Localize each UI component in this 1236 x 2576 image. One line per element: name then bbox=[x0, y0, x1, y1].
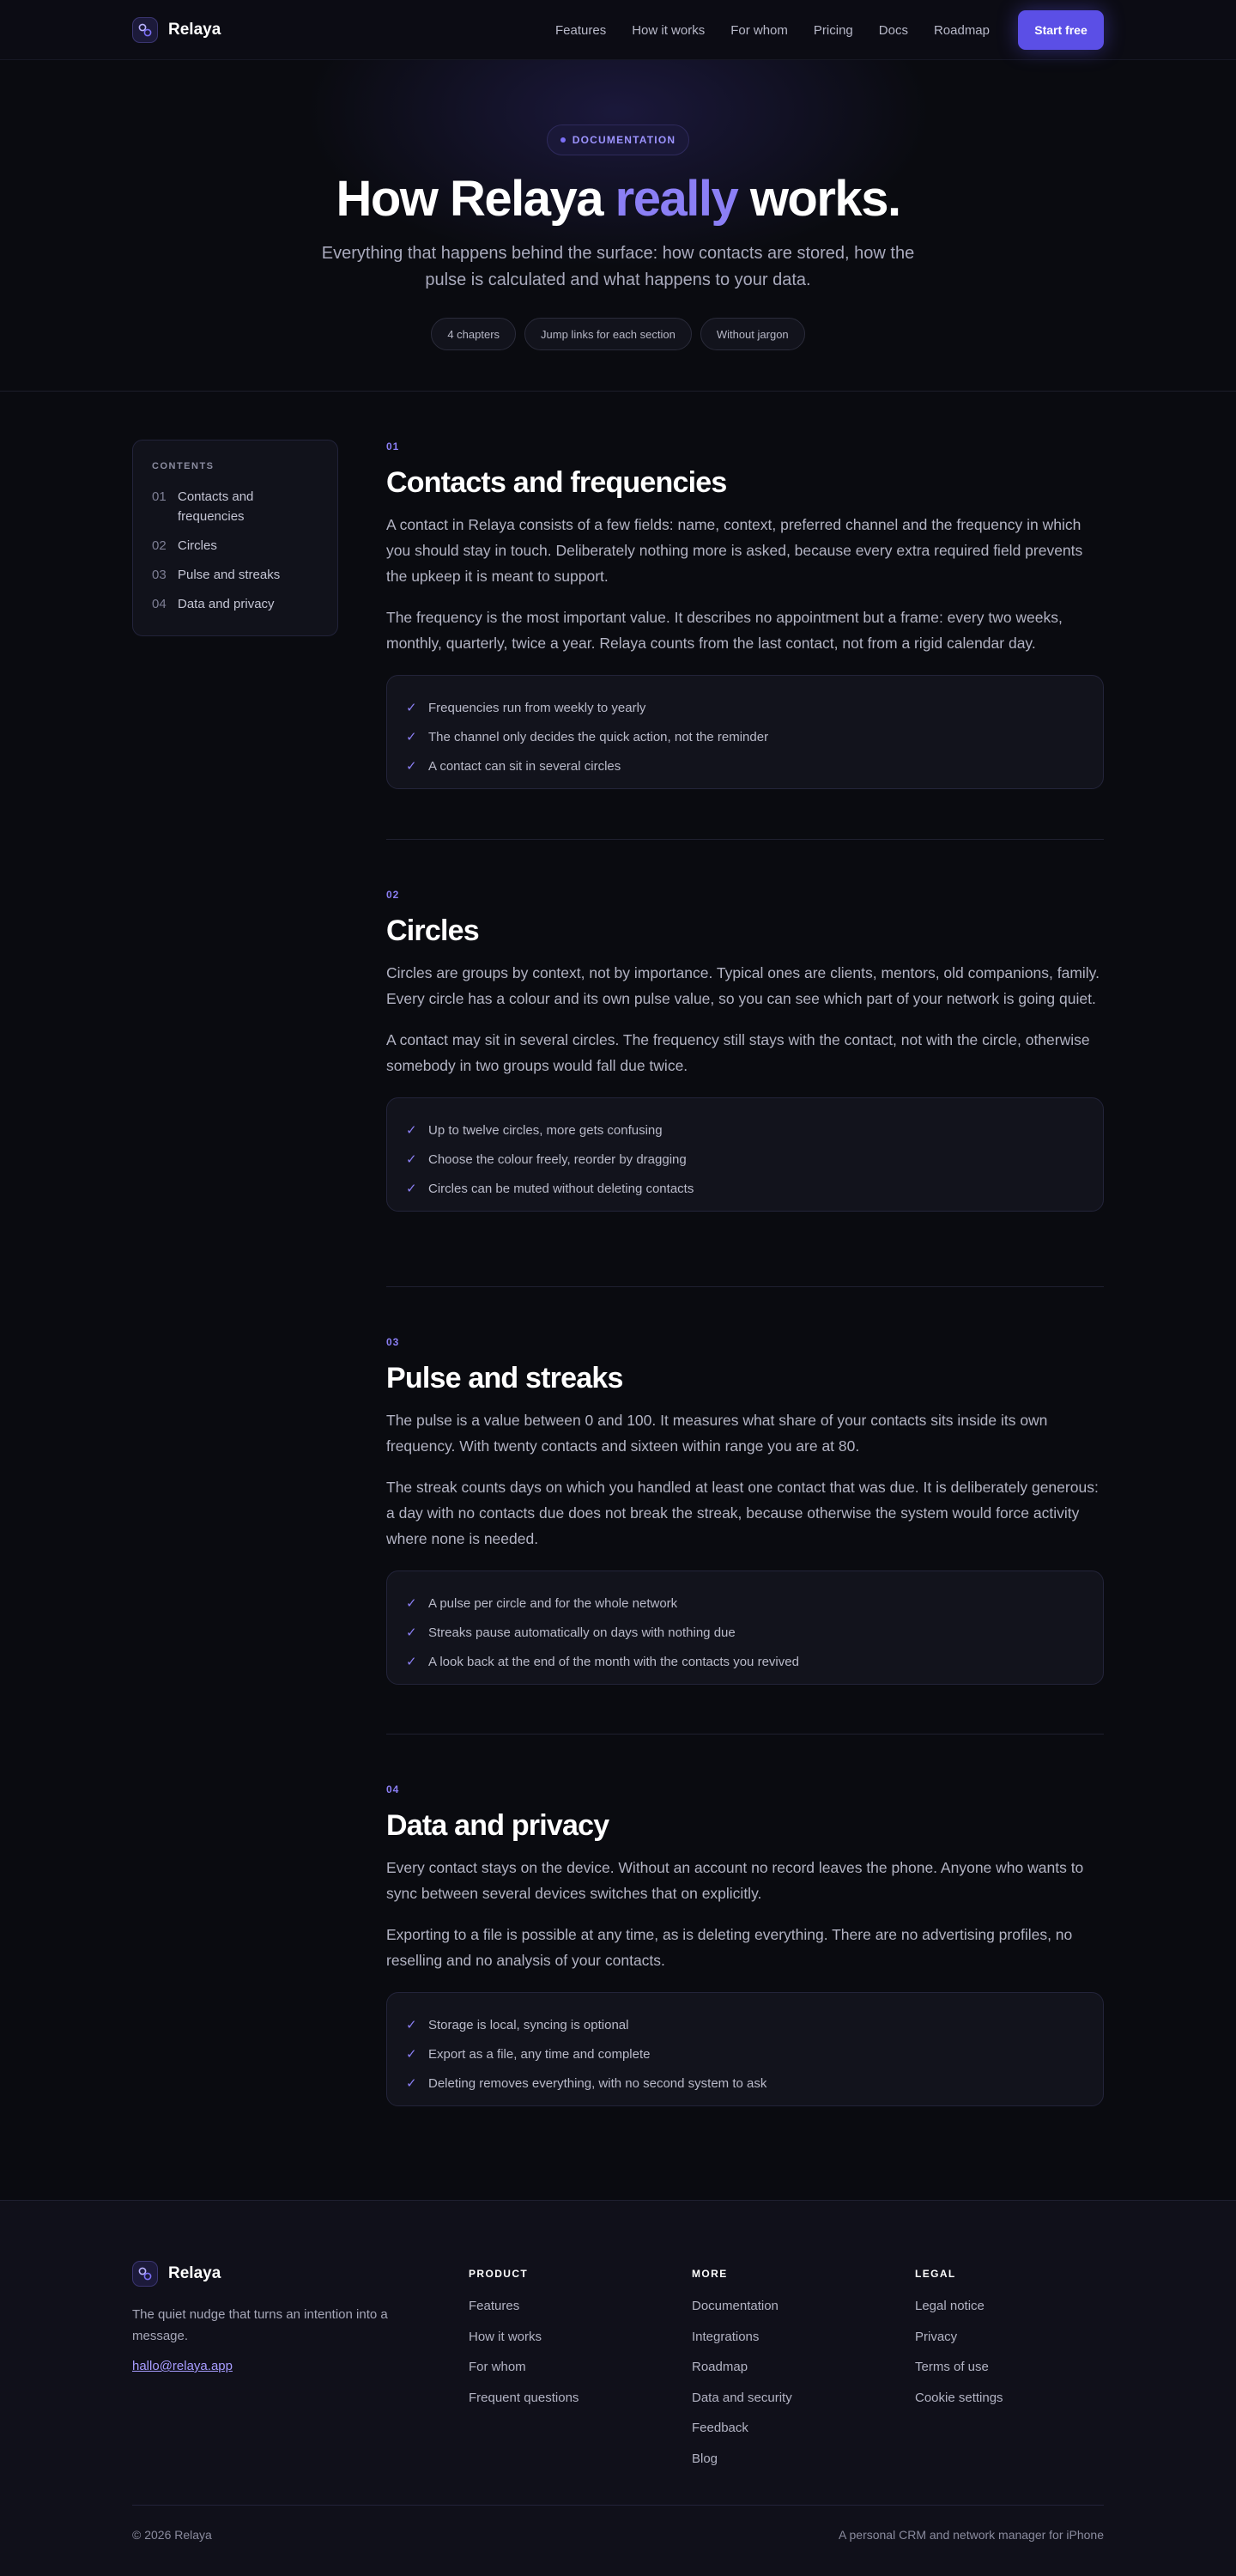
footer-copyright: © 2026 Relaya bbox=[132, 2528, 212, 2542]
section-number: 04 bbox=[386, 1783, 400, 1795]
footer-link-documentation[interactable]: Documentation bbox=[692, 2299, 779, 2313]
badge-label: DOCUMENTATION bbox=[572, 134, 676, 146]
footer-link-for-whom[interactable]: For whom bbox=[469, 2360, 526, 2374]
footer-link-faq[interactable]: Frequent questions bbox=[469, 2390, 579, 2405]
brand-home-link[interactable] bbox=[132, 17, 221, 43]
hero-chips bbox=[0, 318, 1236, 350]
key-point bbox=[406, 1145, 1084, 1174]
footer-column-more bbox=[692, 2261, 792, 2482]
toc-item-number: 04 bbox=[152, 597, 167, 611]
toc-item-number: 03 bbox=[152, 568, 167, 582]
toc-item-label: Pulse and streaks bbox=[178, 568, 281, 582]
section-paragraph: The pulse is a value between 0 and 100. It measures what share of your contacts sits inside its own frequency. With twenty contacts and sixteen within range you are at 80. bbox=[386, 1412, 1048, 1455]
key-points-box bbox=[386, 1097, 1104, 1212]
nav-links bbox=[530, 10, 1104, 50]
title-accent: really bbox=[615, 171, 738, 227]
key-point-text: Frequencies run from weekly to yearly bbox=[428, 700, 646, 715]
key-point bbox=[406, 1115, 1084, 1145]
check-icon: ✓ bbox=[406, 1655, 417, 1669]
key-point-text: Up to twelve circles, more gets confusing bbox=[428, 1122, 663, 1138]
page-title bbox=[0, 170, 1236, 228]
key-point bbox=[406, 1618, 1084, 1647]
key-point-text: A pulse per circle and for the whole network bbox=[428, 1595, 678, 1611]
footer-description: The quiet nudge that turns an intention into a message. bbox=[132, 2307, 388, 2343]
key-point bbox=[406, 2069, 1084, 2098]
key-point-text: Export as a file, any time and complete bbox=[428, 2046, 651, 2062]
hero bbox=[0, 60, 1236, 392]
section-circles bbox=[386, 889, 1104, 1212]
documentation-badge bbox=[547, 125, 689, 155]
chip-chapters: 4 chapters bbox=[431, 318, 516, 350]
section-divider bbox=[386, 839, 1104, 840]
section-paragraph: A contact in Relaya consists of a few fields: name, context, preferred channel and the frequency in which you should stay in touch. Deliberately nothing more is asked, because every extra required field prevents the upkeep it is meant to support. bbox=[386, 516, 1083, 585]
nav-link-for-whom[interactable]: For whom bbox=[730, 22, 788, 38]
top-nav bbox=[0, 0, 1236, 60]
toc-item-number: 01 bbox=[152, 489, 167, 504]
title-part-1: How Relaya bbox=[336, 171, 615, 227]
section-paragraph: The streak counts days on which you handled at least one contact that was due. It is deliberately generous: a day with no contacts due does not break the streak, because otherwise the system would force activity where none is needed. bbox=[386, 1479, 1099, 1547]
nav-link-how-it-works[interactable]: How it works bbox=[632, 22, 706, 38]
section-paragraph: Every contact stays on the device. Without an account no record leaves the phone. Anyone who wants to sync between several devices switches that on explicitly. bbox=[386, 1859, 1084, 1902]
footer-column-title: PRODUCT bbox=[469, 2268, 529, 2280]
footer-link-cookie-settings[interactable]: Cookie settings bbox=[915, 2390, 1003, 2405]
key-points-box bbox=[386, 675, 1104, 789]
toc-item-number: 02 bbox=[152, 538, 167, 553]
section-paragraph: A contact may sit in several circles. The frequency still stays with the contact, not with the circle, otherwise somebody in two groups would fall due twice. bbox=[386, 1031, 1090, 1074]
section-divider bbox=[386, 1286, 1104, 1287]
section-title: Contacts and frequencies bbox=[386, 466, 727, 499]
key-point-text: A contact can sit in several circles bbox=[428, 758, 621, 774]
footer-divider bbox=[132, 2505, 1104, 2506]
toc-item-label: Circles bbox=[178, 538, 217, 553]
key-point bbox=[406, 722, 1084, 751]
check-icon: ✓ bbox=[406, 1182, 417, 1196]
footer-brand-name: Relaya bbox=[168, 2264, 221, 2282]
key-point-text: The channel only decides the quick action, not the reminder bbox=[428, 729, 769, 744]
title-part-2: works. bbox=[737, 171, 900, 227]
section-paragraph: Exporting to a file is possible at any time, as is deleting everything. There are no advertising profiles, no reselling and no analysis of your contacts. bbox=[386, 1926, 1073, 1969]
key-point bbox=[406, 1174, 1084, 1203]
footer-link-privacy[interactable]: Privacy bbox=[915, 2329, 958, 2344]
section-title: Circles bbox=[386, 914, 479, 947]
section-number: 01 bbox=[386, 440, 400, 453]
section-title: Pulse and streaks bbox=[386, 1362, 623, 1394]
start-free-button[interactable]: Start free bbox=[1018, 10, 1104, 50]
key-point bbox=[406, 2039, 1084, 2069]
key-point-text: Deleting removes everything, with no second system to ask bbox=[428, 2075, 767, 2091]
check-icon: ✓ bbox=[406, 1152, 417, 1167]
footer-column-legal bbox=[915, 2261, 1003, 2421]
footer-email-link[interactable]: hallo@relaya.app bbox=[132, 2359, 233, 2373]
key-points-box bbox=[386, 1571, 1104, 1685]
page-subtitle: Everything that happens behind the surface: how contacts are stored, how the pulse is calculated and what happens to your data. bbox=[321, 244, 915, 289]
section-number: 03 bbox=[386, 1336, 400, 1348]
toc-item-privacy[interactable] bbox=[152, 594, 318, 614]
key-point-text: Storage is local, syncing is optional bbox=[428, 2017, 629, 2032]
nav-link-roadmap[interactable]: Roadmap bbox=[933, 22, 990, 38]
brand-name: Relaya bbox=[168, 21, 221, 39]
toc-item-contacts[interactable] bbox=[152, 487, 318, 526]
chip-jump-links: Jump links for each section bbox=[524, 318, 692, 350]
section-divider bbox=[386, 1734, 1104, 1735]
section-number: 02 bbox=[386, 889, 400, 901]
check-icon: ✓ bbox=[406, 701, 417, 715]
footer-link-terms[interactable]: Terms of use bbox=[915, 2360, 989, 2374]
badge-dot-icon bbox=[560, 137, 566, 143]
footer-column-product bbox=[469, 2261, 579, 2421]
toc-item-pulse[interactable] bbox=[152, 565, 318, 585]
section-contacts-and-frequencies bbox=[386, 440, 1104, 789]
chip-without-jargon: Without jargon bbox=[700, 318, 805, 350]
check-icon: ✓ bbox=[406, 759, 417, 774]
footer-brand-link[interactable] bbox=[132, 2261, 221, 2287]
footer bbox=[0, 2200, 1236, 2576]
check-icon: ✓ bbox=[406, 1123, 417, 1138]
key-point bbox=[406, 1589, 1084, 1618]
section-data-and-privacy bbox=[386, 1783, 1104, 2106]
nav-link-pricing[interactable]: Pricing bbox=[813, 22, 853, 38]
key-point bbox=[406, 751, 1084, 781]
footer-link-data-security[interactable]: Data and security bbox=[692, 2390, 792, 2405]
check-icon: ✓ bbox=[406, 2047, 417, 2062]
toc-item-circles[interactable] bbox=[152, 536, 318, 556]
relaya-logo-icon bbox=[132, 2261, 158, 2287]
check-icon: ✓ bbox=[406, 1625, 417, 1640]
key-point-text: Streaks pause automatically on days with nothing due bbox=[428, 1625, 736, 1640]
key-point bbox=[406, 2010, 1084, 2039]
section-paragraph: The frequency is the most important value. It describes no appointment but a frame: every two weeks, monthly, quarterly, twice a year. Relaya counts from the last contact, not from a rigid calendar day. bbox=[386, 609, 1063, 652]
section-pulse-and-streaks bbox=[386, 1336, 1104, 1685]
key-point bbox=[406, 693, 1084, 722]
key-point-text: Circles can be muted without deleting contacts bbox=[428, 1181, 694, 1196]
footer-link-how-it-works[interactable]: How it works bbox=[469, 2329, 542, 2344]
footer-link-features[interactable]: Features bbox=[469, 2299, 520, 2313]
key-points-box bbox=[386, 1992, 1104, 2106]
footer-link-blog[interactable]: Blog bbox=[692, 2451, 718, 2466]
check-icon: ✓ bbox=[406, 2018, 417, 2032]
toc-label: CONTENTS bbox=[152, 461, 215, 471]
nav-link-docs[interactable]: Docs bbox=[878, 22, 908, 38]
check-icon: ✓ bbox=[406, 2076, 417, 2091]
key-point-text: Choose the colour freely, reorder by dragging bbox=[428, 1151, 687, 1167]
footer-column-title: LEGAL bbox=[915, 2268, 956, 2280]
footer-link-legal-notice[interactable]: Legal notice bbox=[915, 2299, 985, 2313]
check-icon: ✓ bbox=[406, 1596, 417, 1611]
check-icon: ✓ bbox=[406, 730, 417, 744]
footer-column-title: MORE bbox=[692, 2268, 728, 2280]
relaya-logo-icon bbox=[132, 17, 158, 43]
table-of-contents bbox=[132, 440, 338, 636]
toc-item-label: Data and privacy bbox=[178, 597, 275, 611]
footer-link-feedback[interactable]: Feedback bbox=[692, 2421, 748, 2435]
footer-link-roadmap[interactable]: Roadmap bbox=[692, 2360, 748, 2374]
footer-tagline: A personal CRM and network manager for iPhone bbox=[839, 2528, 1104, 2542]
section-title: Data and privacy bbox=[386, 1809, 609, 1842]
toc-item-label: Contacts and frequencies bbox=[178, 489, 254, 524]
key-point-text: A look back at the end of the month with the contacts you revived bbox=[428, 1654, 799, 1669]
section-paragraph: Circles are groups by context, not by importance. Typical ones are clients, mentors, old companions, family. Every circle has a colour and its own pulse value, so you can see which part of your network is going quiet. bbox=[386, 964, 1100, 1007]
key-point bbox=[406, 1647, 1084, 1676]
footer-link-integrations[interactable]: Integrations bbox=[692, 2329, 760, 2344]
nav-link-features[interactable]: Features bbox=[555, 22, 607, 38]
